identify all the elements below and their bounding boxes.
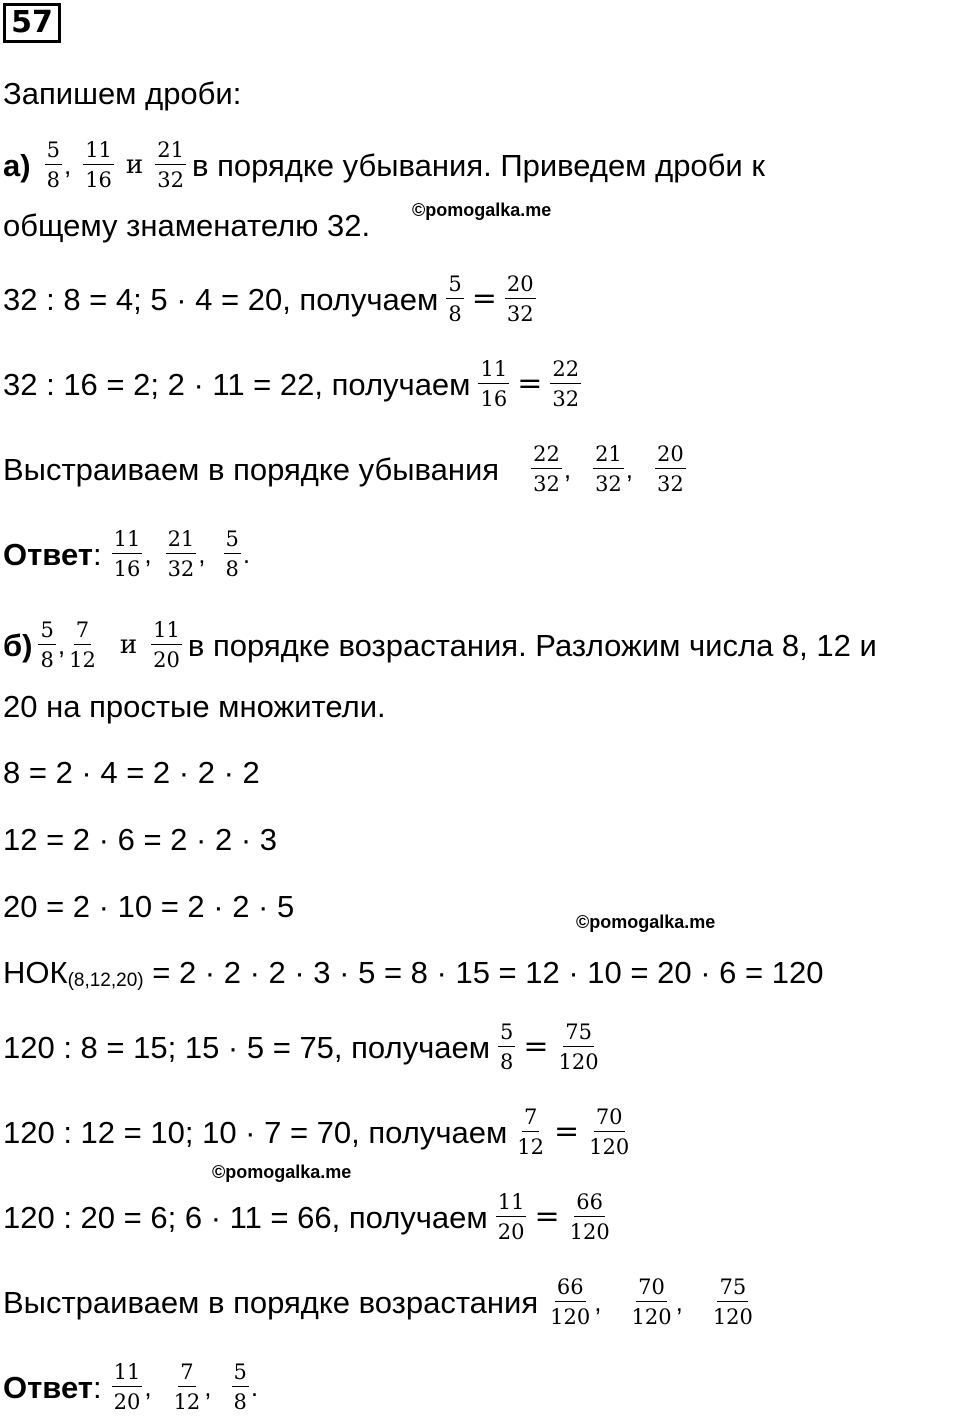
part-a-text2: общему знаменателю 32.: [3, 208, 371, 243]
part-b-calc1: 120 : 8 = 15; 15 · 5 = 75, получаем $\frac{5}{8}$ = $\frac{75}{120}$: [3, 1020, 599, 1075]
fraction: $\frac{75}{120}$: [712, 1275, 753, 1330]
fraction: $\frac{5}{8}$: [500, 1020, 514, 1075]
fraction: $\frac{5}{8}$: [233, 1360, 247, 1415]
fraction: $\frac{22}{32}$: [552, 357, 580, 412]
part-a-calc1: 32 : 8 = 4; 5 · 4 = 20, получаем $\frac{5}{8}$ = $\frac{20}{32}$: [3, 272, 534, 327]
fraction: $\frac{21}{32}$: [167, 527, 195, 582]
part-b-text1: в порядке возрастания. Разложим числа 8, 12 и: [187, 627, 877, 663]
part-a-calc2: 32 : 16 = 2; 2 · 11 = 22, получаем $\frac{11}{16}$ = $\frac{22}{32}$: [3, 357, 580, 412]
fraction: $\frac{5}{8}$: [448, 272, 462, 327]
fraction: $\frac{66}{120}$: [569, 1190, 610, 1245]
factorization-12: 12 = 2 · 6 = 2 · 2 · 3: [3, 822, 277, 857]
part-b-calc2: 120 : 12 = 10; 10 · 7 = 70, получаем $\frac{7}{12}$ = $\frac{70}{120}$: [3, 1105, 630, 1160]
fraction: $\frac{5}{8}$: [46, 138, 60, 193]
fraction: $\frac{66}{120}$: [550, 1275, 591, 1330]
part-a-statement: а) $\frac{5}{8}$ , $\frac{11}{16}$ и $\frac{21}{32}$ в порядке убывания. Приведем дроби к: [3, 138, 765, 193]
factorization-8: 8 = 2 · 4 = 2 · 2 · 2: [3, 755, 260, 790]
nok-line: НОК (8,12,20) = 2 · 2 · 2 · 3 · 5 = 8 · 15 = 12 · 10 = 20 · 6 = 120: [3, 955, 824, 991]
conjunction: и: [125, 150, 144, 181]
fraction: $\frac{11}{20}$: [153, 618, 180, 673]
equals-sign: =: [471, 281, 497, 317]
part-b-answer: Ответ : $\frac{11}{20}$ , $\frac{7}{12}$ , $\frac{5}{8}$ .: [3, 1360, 259, 1415]
answer-label: Ответ: [3, 536, 93, 572]
part-b-calc3: 120 : 20 = 6; 6 · 11 = 66, получаем $\frac{11}{20}$ = $\frac{66}{120}$: [3, 1190, 610, 1245]
part-a-label: а): [3, 147, 31, 183]
fraction: $\frac{5}{8}$: [40, 618, 54, 673]
fraction: $\frac{11}{20}$: [113, 1360, 141, 1415]
fraction: $\frac{21}{32}$: [595, 442, 622, 497]
part-b-order: Выстраиваем в порядке возрастания $\frac{66}{120}$ , $\frac{70}{120}$ , $\frac{75}{120}$: [3, 1275, 753, 1330]
part-b-statement: б) $\frac{5}{8}$ , $\frac{7}{12}$ и $\frac{11}{20}$ в порядке возрастания. Разложим числа 8, 12 и: [3, 618, 877, 673]
fraction: $\frac{22}{32}$: [533, 442, 560, 497]
fraction: $\frac{21}{32}$: [157, 138, 184, 193]
fraction: $\frac{20}{32}$: [506, 272, 534, 327]
fraction: $\frac{70}{120}$: [589, 1105, 630, 1160]
watermark: ©pomogalka.me: [576, 912, 716, 932]
fraction: $\frac{11}{20}$: [497, 1190, 525, 1245]
problem-number: 57: [3, 3, 61, 43]
answer-label: Ответ: [3, 1369, 93, 1405]
equals-sign: =: [523, 1029, 549, 1065]
nok-subscript: (8,12,20): [67, 970, 144, 991]
fraction: $\frac{75}{120}$: [558, 1020, 599, 1075]
intro-text: Запишем дроби:: [3, 76, 242, 111]
fraction: $\frac{7}{12}$: [517, 1105, 544, 1160]
part-b-text2: 20 на простые множители.: [3, 689, 386, 724]
watermark: ©pomogalka.me: [212, 1162, 352, 1182]
fraction: $\frac{5}{8}$: [225, 527, 239, 582]
part-a-order: Выстраиваем в порядке убывания $\frac{22}{32}$ , $\frac{21}{32}$ , $\frac{20}{32}$: [3, 442, 684, 497]
equals-sign: =: [517, 366, 543, 402]
fraction: $\frac{11}{16}$: [85, 138, 112, 193]
watermark: ©pomogalka.me: [412, 200, 552, 220]
equals-sign: =: [554, 1114, 580, 1150]
fraction: $\frac{20}{32}$: [657, 442, 684, 497]
fraction: $\frac{7}{12}$: [173, 1360, 201, 1415]
fraction: $\frac{11}{16}$: [113, 527, 141, 582]
fraction: $\frac{7}{12}$: [69, 618, 96, 673]
fraction: $\frac{11}{16}$: [480, 357, 508, 412]
part-a-answer: Ответ : $\frac{11}{16}$ , $\frac{21}{32}$ , $\frac{5}{8}$ .: [3, 527, 251, 582]
factorization-20: 20 = 2 · 10 = 2 · 2 · 5: [3, 889, 295, 924]
conjunction: и: [119, 630, 138, 661]
equals-sign: =: [534, 1199, 560, 1235]
part-a-text1: в порядке убывания. Приведем дроби к: [192, 147, 765, 183]
fraction: $\frac{70}{120}$: [631, 1275, 672, 1330]
part-b-label: б): [3, 627, 33, 663]
